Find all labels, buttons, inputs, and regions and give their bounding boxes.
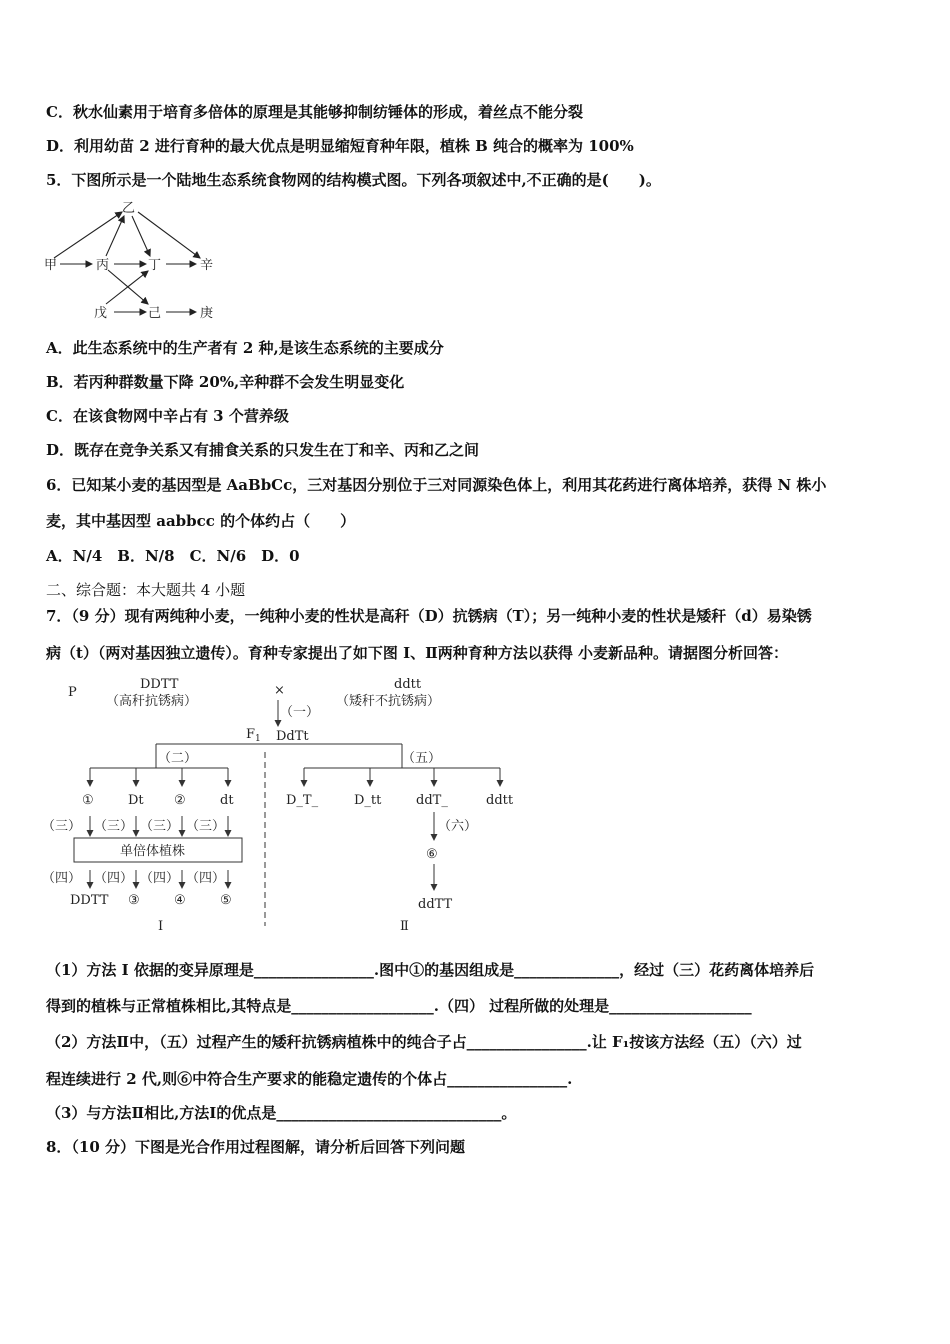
breeding-diagram <box>40 672 530 938</box>
left-row-3: ② <box>174 793 186 808</box>
q5-stem: 5．下图所示是一个陆地生态系统食物网的结构模式图。下列各项叙述中,不正确的是( )。 <box>46 171 661 189</box>
node-jia: 甲 <box>44 258 58 273</box>
q4-option-c: C．秋水仙素用于培育多倍体的原理是其能够抑制纺锤体的形成，着丝点不能分裂 <box>46 103 583 121</box>
step3-label-4: （三） <box>186 819 226 834</box>
q5-option-a: A．此生态系统中的生产者有 2 种,是该生态系统的主要成分 <box>46 339 444 357</box>
q6-stem-line2: 麦，其中基因型 aabbcc 的个体约占（ ） <box>46 512 356 530</box>
node-xin: 辛 <box>200 258 214 273</box>
bottom-row-3: ④ <box>174 893 186 908</box>
q7-sub1-line2: 得到的植株与正常植株相比,其特点是___________________.（四） 过程所做的处理是___________________ <box>46 997 752 1015</box>
f1-label: $F_1$ <box>246 727 261 744</box>
left-row-2: Dt <box>128 793 144 808</box>
q7-stem-line1: 7．（9 分）现有两纯种小麦，一纯种小麦的性状是高秆（D）抗锈病（T）；另一纯种小麦的性状是矮秆（d）易染锈 <box>46 607 812 625</box>
q5-option-d: D．既存在竞争关系又有捕食关系的只发生在丁和辛、丙和乙之间 <box>46 441 480 459</box>
parent1-phenotype: （高秆抗锈病） <box>106 694 198 709</box>
parent2-genotype: ddtt <box>394 677 422 692</box>
right-row-2: D_tt <box>354 793 382 808</box>
q8-stem: 8．（10 分）下图是光合作用过程图解，请分析后回答下列问题 <box>46 1138 466 1156</box>
right-row-3: ddT_ <box>416 793 448 808</box>
method-one-label: Ⅰ <box>158 919 164 934</box>
method-two-label: Ⅱ <box>400 919 409 934</box>
node-yi: 乙 <box>122 201 136 216</box>
q7-sub2-line1: （2）方法Ⅱ中，（五）过程产生的矮秆抗锈病植株中的纯合子占________________.让 F₁按该方法经（五）（六）过 <box>46 1033 802 1051</box>
step1-label: （一） <box>280 705 320 720</box>
step4-label-2: （四） <box>94 871 134 886</box>
section-heading: 二、综合题：本大题共 4 小题 <box>46 581 246 599</box>
f1-genotype: DdTt <box>276 729 309 744</box>
bottom-row-4: ⑤ <box>220 893 232 908</box>
step4-label-3: （四） <box>140 871 180 886</box>
step5-label: （五） <box>402 751 442 766</box>
q6-options: A．N/4 B．N/8 C．N/6 D．0 <box>46 547 300 565</box>
step3-label-3: （三） <box>140 819 180 834</box>
q5-option-c: C．在该食物网中辛占有 3 个营养级 <box>46 407 289 425</box>
node-wu: 戊 <box>94 306 108 321</box>
step4-label-1: （四） <box>42 871 82 886</box>
q7-sub3: （3）与方法Ⅱ相比,方法Ⅰ的优点是______________________________。 <box>46 1104 517 1122</box>
parent1-genotype: DDTT <box>140 677 179 692</box>
bottom-row-2: ③ <box>128 893 140 908</box>
arrow-jia-yi <box>54 212 122 258</box>
step6-label: （六） <box>438 819 478 834</box>
left-row-1: ① <box>82 793 94 808</box>
q6-stem-line1: 6．已知某小麦的基因型是 AaBbCc，三对基因分别位于三对同源染色体上，利用其花药进行离体培养，获得 N 株小 <box>46 476 827 494</box>
arrow-yi-ding <box>132 216 150 256</box>
food-web-diagram <box>40 196 230 326</box>
final-genotype: ddTT <box>418 897 453 912</box>
six-label: ⑥ <box>426 847 438 862</box>
parent2-phenotype: （矮秆不抗锈病） <box>336 694 441 709</box>
q4-option-d: D．利用幼苗 2 进行育种的最大优点是明显缩短育种年限，植株 B 纯合的概率为 100% <box>46 137 634 155</box>
step2-label: （二） <box>158 751 198 766</box>
right-row-4: ddtt <box>486 793 514 808</box>
q5-option-b: B．若丙种群数量下降 20%,辛种群不会发生明显变化 <box>46 373 405 391</box>
p-label: P <box>68 685 77 700</box>
node-ding: 丁 <box>148 258 162 273</box>
bottom-row-1: DDTT <box>70 893 109 908</box>
step4-label-4: （四） <box>186 871 226 886</box>
q7-stem-line2: 病（t）（两对基因独立遗传）。育种专家提出了如下图 I、Ⅱ两种育种方法以获得 小麦新品种。请据图分析回答： <box>46 644 789 662</box>
node-bing: 丙 <box>96 258 110 273</box>
haploid-label: 单倍体植株 <box>120 844 186 859</box>
node-geng: 庚 <box>200 306 214 321</box>
left-row-4: dt <box>220 793 234 808</box>
node-ji: 己 <box>148 306 162 321</box>
cross-symbol: × <box>274 683 285 698</box>
step3-label-2: （三） <box>94 819 134 834</box>
q7-sub2-line2: 程连续进行 2 代,则⑥中符合生产要求的能稳定遗传的个体占________________. <box>46 1070 573 1088</box>
arrow-bing-yi <box>106 216 124 256</box>
step3-label-1: （三） <box>42 819 82 834</box>
q7-sub1-line1: （1）方法 I 依据的变异原理是________________.图中①的基因组成是______________，经过（三）花药离体培养后 <box>46 961 815 979</box>
right-row-1: D_T_ <box>286 793 319 808</box>
